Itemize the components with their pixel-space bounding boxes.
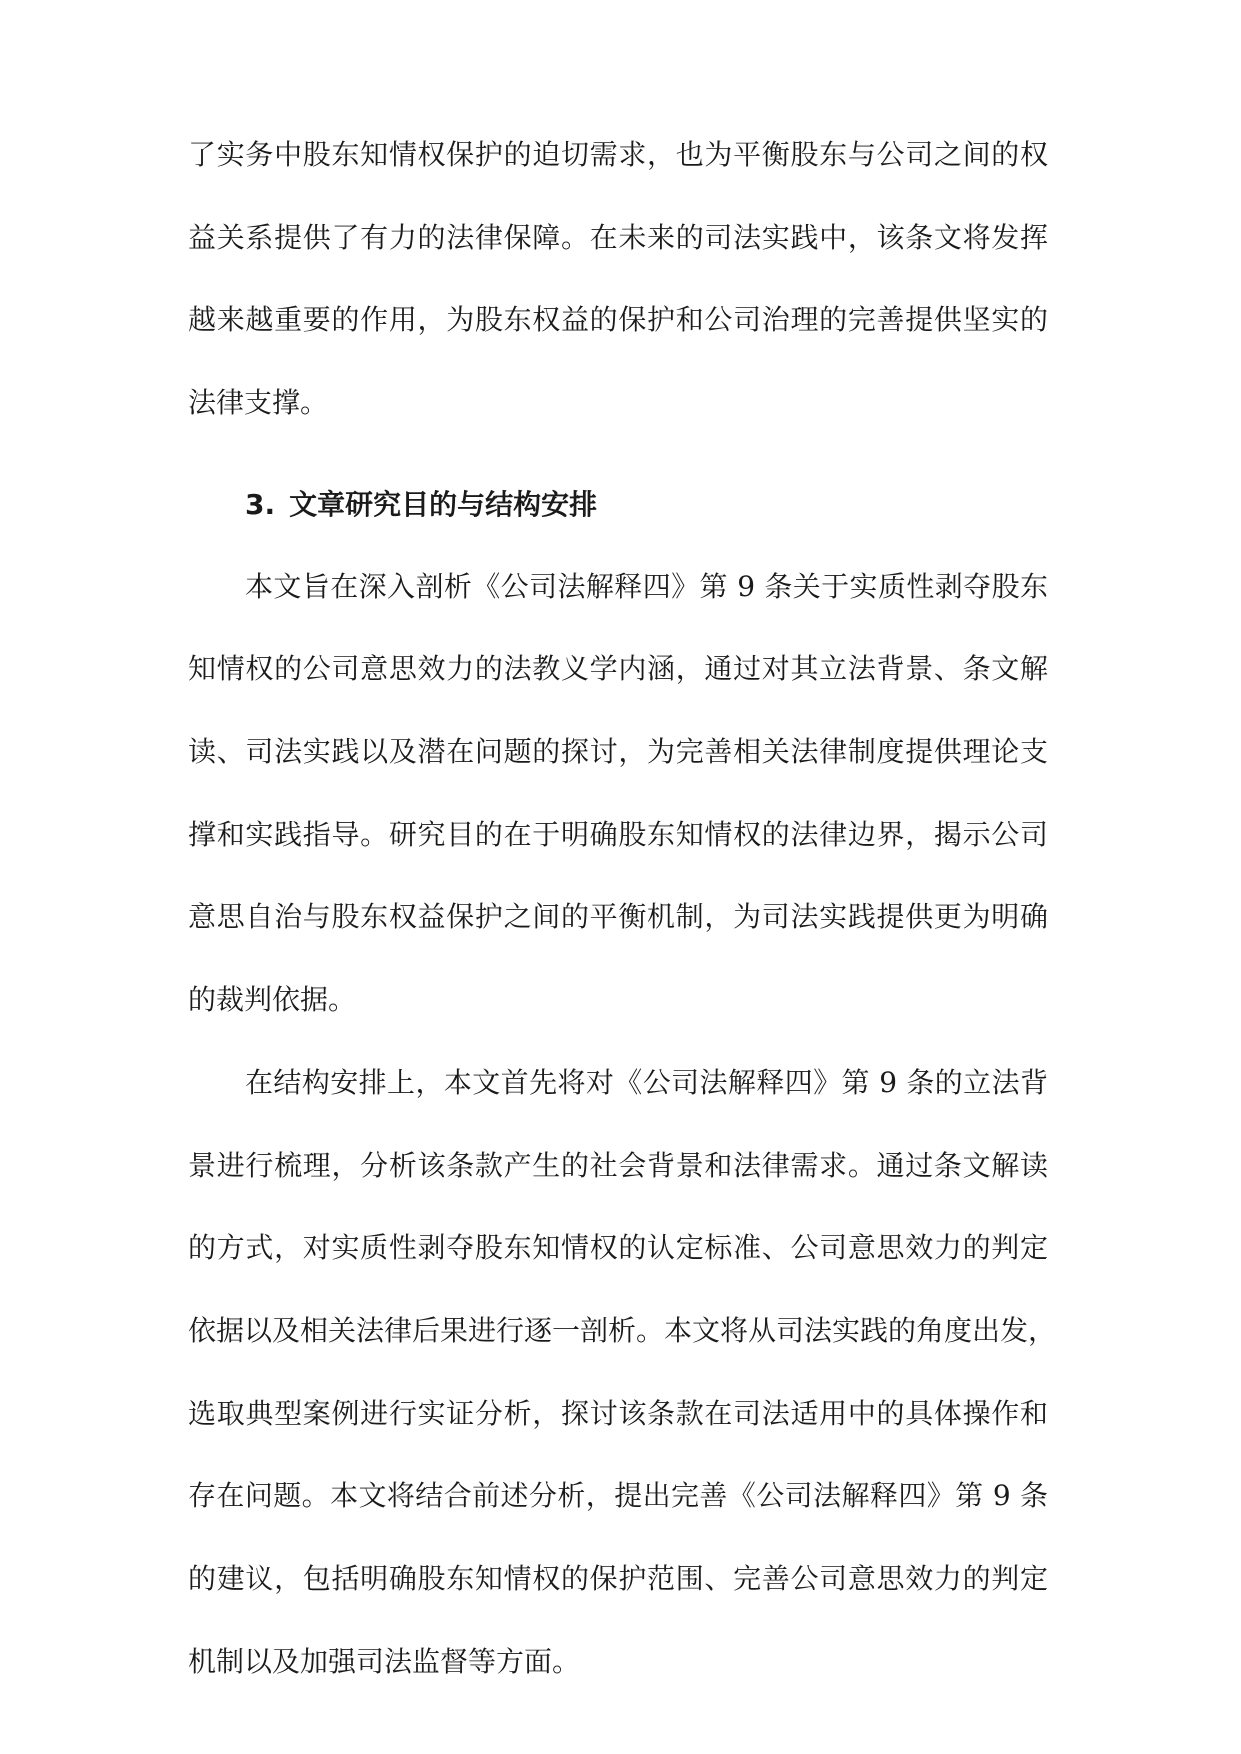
text-line: 依据以及相关法律后果进行逐一剖析。本文将从司法实践的角度出发， [188,1314,1057,1347]
text-line: 读、司法实践以及潜在问题的探讨，为完善相关法律制度提供理论支 [188,735,1048,768]
text-line: 选取典型案例进行实证分析，探讨该条款在司法适用中的具体操作和 [188,1397,1048,1430]
section-heading [245,485,597,525]
text-line: 越来越重要的作用，为股东权益的保护和公司治理的完善提供坚实的 [188,303,1048,336]
text-line: 的裁判依据。 [188,983,357,1016]
text-line: 撑和实践指导。研究目的在于明确股东知情权的法律边界，揭示公司 [188,818,1048,851]
section-number: 3. [245,488,276,521]
text-line: 的方式，对实质性剥夺股东知情权的认定标准、公司意思效力的判定 [188,1231,1048,1264]
text-line: 本文旨在深入剖析《公司法解释四》第 9 条关于实质性剥夺股东 [245,570,1048,603]
text-line: 了实务中股东知情权保护的迫切需求，也为平衡股东与公司之间的权 [188,138,1048,171]
text-line: 的建议，包括明确股东知情权的保护范围、完善公司意思效力的判定 [188,1562,1048,1595]
text-line: 意思自治与股东权益保护之间的平衡机制，为司法实践提供更为明确 [188,900,1048,933]
text-line: 在结构安排上，本文首先将对《公司法解释四》第 9 条的立法背 [245,1066,1048,1099]
text-line: 法律支撑。 [188,386,329,419]
text-line: 机制以及加强司法监督等方面。 [188,1645,581,1678]
text-line: 景进行梳理，分析该条款产生的社会背景和法律需求。通过条文解读 [188,1149,1048,1182]
text-line: 益关系提供了有力的法律保障。在未来的司法实践中，该条文将发挥 [188,221,1048,254]
section-title: 文章研究目的与结构安排 [289,488,598,521]
text-line: 存在问题。本文将结合前述分析，提出完善《公司法解释四》第 9 条 [188,1479,1048,1512]
text-line: 知情权的公司意思效力的法教义学内涵，通过对其立法背景、条文解 [188,652,1048,685]
